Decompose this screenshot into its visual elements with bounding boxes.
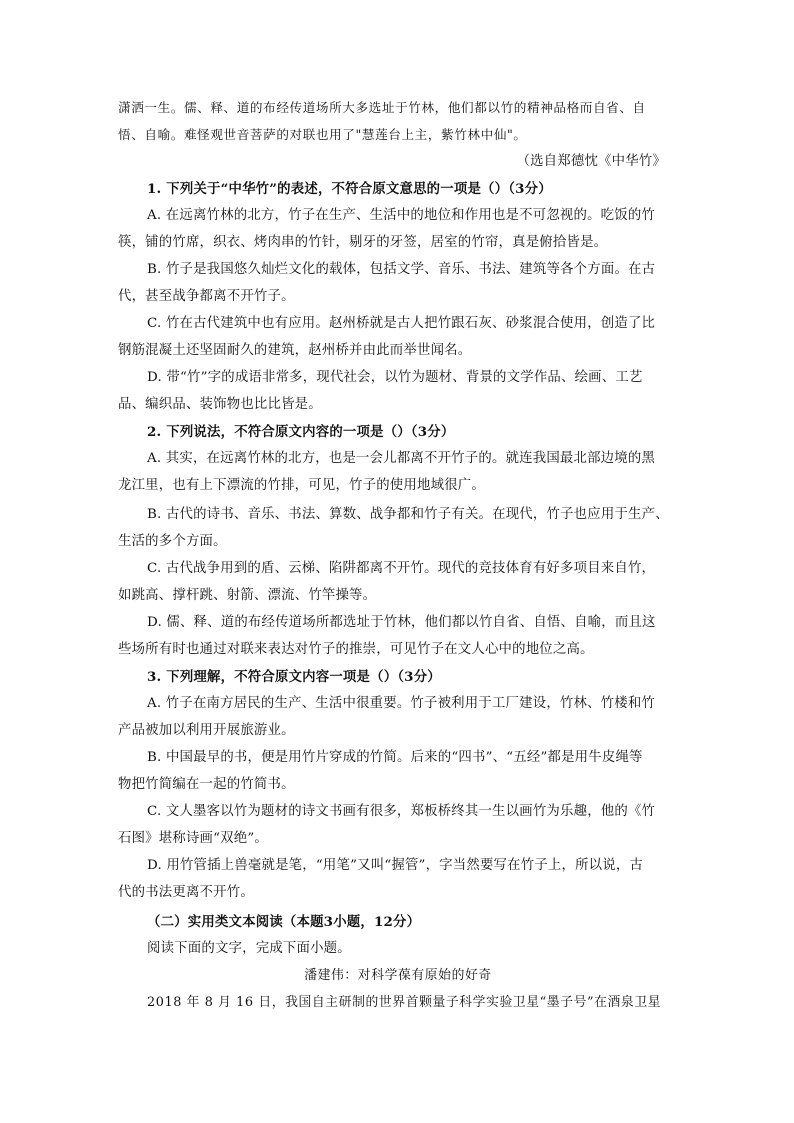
q2-option-c-line-2: 如跳高、撑杆跳、射箭、漂流、竹竿操等。 [118,588,377,603]
article-title: 潘建伟：对科学葆有原始的好奇 [304,968,492,983]
reading-instruction: 阅读下面的文字，完成下面小题。 [147,941,351,956]
question-3-stem: 3. 下列理解，不符合原文内容一项是（）（3分） [147,669,441,685]
q2-option-c-line-1: C. 古代战争用到的盾、云梯、陷阱都离不开竹。现代的竞技体育有好多项目来自竹， [147,561,656,576]
q2-option-d-line-2: 些场所有时也通过对联来表达对竹子的推崇，可见竹子在文人心中的地位之高。 [118,642,594,657]
q3-option-c-line-1: C. 文人墨客以竹为题材的诗文书画有很多，郑板桥终其一生以画竹为乐趣，他的《竹 [147,804,656,819]
q3-option-a-line-2: 产品被加以利用开展旅游业。 [118,723,295,738]
q1-option-b-line-1: B. 竹子是我国悠久灿烂文化的载体，包括文学、音乐、书法、建筑等各个方面。在古 [147,262,656,277]
q3-option-d-line-2: 代的书法更离不开竹。 [118,885,254,900]
q2-option-a-line-1: A. 其实，在远离竹林的北方，也是一会儿都离不开竹子的。就连我国最北部边境的黑 [147,451,656,466]
article-line-1: 2018 年 8 月 16 日，我国自主研制的世界首颗量子科学实验卫星“墨子号”在酒泉卫星 [147,995,662,1010]
intro-line-1: 潇洒一生。儒、释、道的布经传道场所大多选址于竹林，他们都以竹的精神品格而自省、自 [118,100,646,115]
q3-option-d-line-1: D. 用竹管插上兽毫就是笔，“用笔”又叫“握管”，字当然要写在竹子上，所以说，古 [147,858,644,873]
q1-option-c-line-1: C. 竹在古代建筑中也有应用。赵州桥就是古人把竹跟石灰、砂浆混合使用，创造了比 [147,316,656,331]
q3-option-a-line-1: A. 竹子在南方居民的生产、生活中很重要。竹子被利用于工厂建设，竹林、竹楼和竹 [147,696,656,711]
intro-line-2: 悟、自喻。难怪观世音菩萨的对联也用了"慧莲台上主，紫竹林中仙"。 [118,127,527,142]
q1-option-b-line-2: 代，甚至战争都离不开竹子。 [118,289,295,304]
q2-option-d-line-1: D. 儒、释、道的布经传道场所都选址于竹林，他们都以竹自省、自悟、自喻，而且这 [147,615,656,630]
q1-option-a-line-2: 筷，铺的竹席，织衣、烤肉串的竹针，剔牙的牙签，居室的竹帘，真是俯拾皆是。 [118,235,608,250]
section-heading: （二）实用类文本阅读（本题3小题，12分） [147,914,421,930]
q3-option-b-line-2: 物把竹简编在一起的竹简书。 [118,777,295,792]
q2-option-b-line-1: B. 古代的诗书、音乐、书法、算数、战争都和竹子有关。在现代，竹子也应用于生产、 [147,507,669,522]
q3-option-c-line-2: 石图》堪称诗画“双绝”。 [118,831,268,846]
question-2-stem: 2. 下列说法，不符合原文内容的一项是（）（3分） [147,424,455,440]
q3-option-b-line-1: B. 中国最早的书，便是用竹片穿成的竹简。后来的“四书”、“五经”都是用牛皮绳等 [147,750,643,765]
question-1-stem: 1. 下列关于“中华竹”的表述，不符合原文意思的一项是（）（3分） [147,181,552,197]
q2-option-b-line-2: 生活的多个方面。 [118,534,227,549]
q1-option-d-line-1: D. 带“竹”字的成语非常多，现代社会，以竹为题材、背景的文学作品、绘画、工艺 [147,370,643,385]
q1-option-a-line-1: A. 在远离竹林的北方，竹子在生产、生活中的地位和作用也是不可忽视的。吃饭的竹 [147,208,656,223]
source-citation: （选自郑德忱《中华竹》 [516,154,666,169]
q2-option-a-line-2: 龙江里，也有上下漂流的竹排，可见，竹子的使用地域很广。 [118,478,485,493]
q1-option-c-line-2: 钢筋混凝土还坚固耐久的建筑，赵州桥并由此而举世闻名。 [118,343,472,358]
q1-option-d-line-2: 品、编织品、装饰物也比比皆是。 [118,397,322,412]
